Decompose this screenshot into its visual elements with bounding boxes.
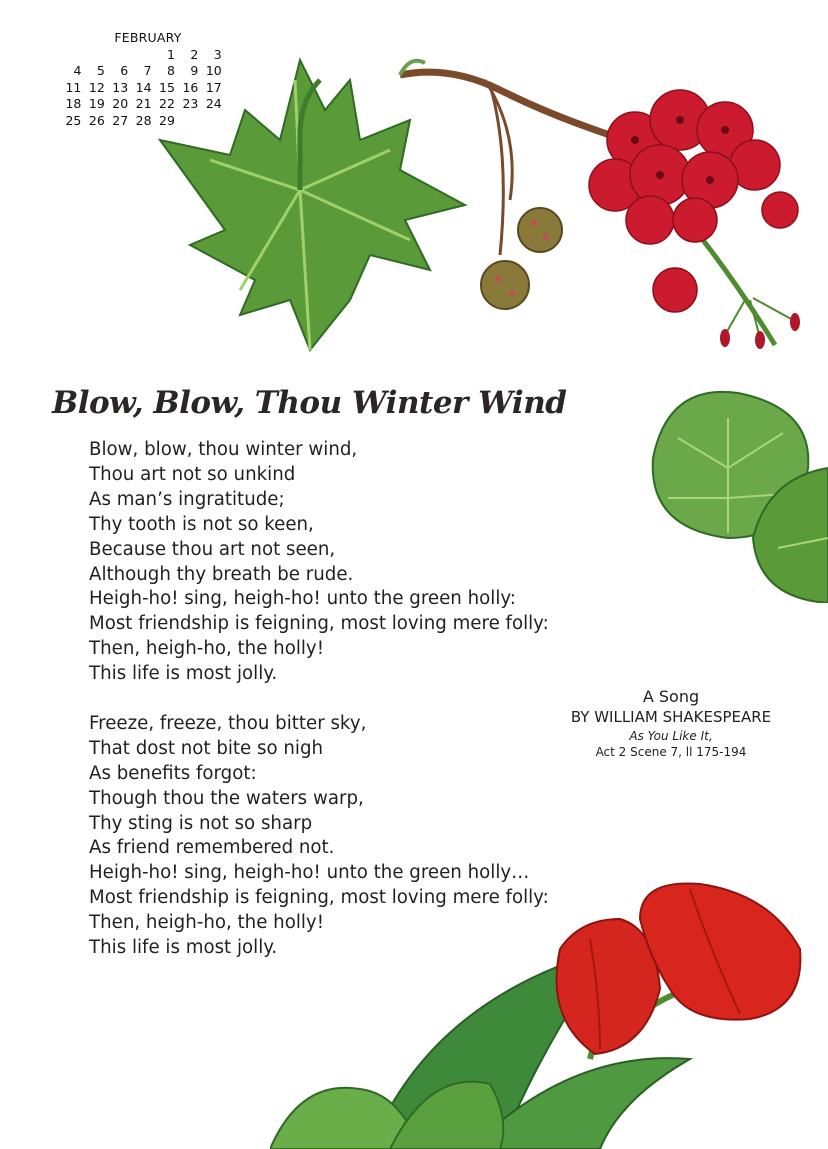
calendar-day: 26 <box>88 112 105 128</box>
poem-line: Most friendship is feigning, most loving mere folly: <box>89 887 549 909</box>
calendar-day: 16 <box>182 79 199 95</box>
calendar-day: 3 <box>213 46 222 62</box>
poem-line: Thy sting is not so sharp <box>89 812 313 834</box>
calendar-day: 29 <box>159 112 175 128</box>
calendar-day: 28 <box>135 112 152 128</box>
poem-line: Then, heigh-ho, the holly! <box>89 912 324 934</box>
calendar-day: 5 <box>96 63 105 78</box>
calendar-day: 4 <box>73 63 82 78</box>
poem-line: Although thy breath be rude. <box>89 563 354 585</box>
calendar-day: 19 <box>88 96 105 111</box>
calendar-day <box>128 47 151 64</box>
poem-line: Freeze, freeze, thou bitter sky, <box>89 712 367 734</box>
calendar-day: 11 <box>65 79 82 95</box>
calendar-day: 2 <box>190 46 199 62</box>
calendar-day: 17 <box>205 79 222 95</box>
poem-line: Then, heigh-ho, the holly! <box>89 638 324 660</box>
calendar-day <box>105 47 128 64</box>
poem-line: Because thou art not seen, <box>89 538 336 560</box>
poem-line: As man’s ingratitude; <box>89 488 285 510</box>
attribution-act: Act 2 Scene 7, ll 175-194 <box>595 745 747 759</box>
calendar-day: 6 <box>120 63 129 78</box>
poem-stanza <box>89 712 549 961</box>
poem-body <box>89 438 549 986</box>
poem-line: As friend remembered not. <box>89 837 335 859</box>
calendar-day: 7 <box>143 63 152 78</box>
poem-stanza <box>89 438 549 687</box>
poem-line: This life is most jolly. <box>89 663 278 685</box>
attribution-song: A Song <box>642 687 700 706</box>
poem-title: Blow, Blow, Thou Winter Wind <box>52 385 567 421</box>
calendar-day <box>81 47 104 64</box>
poem-line: This life is most jolly. <box>89 937 278 959</box>
calendar-day: 14 <box>135 79 152 95</box>
attribution-author: BY WILLIAM SHAKESPEARE <box>570 708 772 726</box>
poem-line: Thy tooth is not so keen, <box>89 513 314 535</box>
poem-line: Heigh-ho! sing, heigh-ho! unto the green holly: <box>89 588 516 610</box>
poem-line: Blow, blow, thou winter wind, <box>89 439 358 460</box>
calendar-day: 10 <box>205 63 222 78</box>
calendar-day: 9 <box>190 63 199 78</box>
poem-line: That dost not bite so nigh <box>89 737 324 759</box>
red-geranium-illustration <box>575 70 815 350</box>
calendar-day: 23 <box>182 96 199 111</box>
calendar-day <box>58 47 81 64</box>
poem-line: Though thou the waters warp, <box>89 787 364 809</box>
poem-line: Thou art not so unkind <box>89 463 296 485</box>
calendar-day: 22 <box>159 96 175 111</box>
poem-line: As benefits forgot: <box>89 762 257 784</box>
poem-line: Most friendship is feigning, most loving mere folly: <box>89 613 549 635</box>
calendar-day: 27 <box>112 112 129 128</box>
poem-line: Heigh-ho! sing, heigh-ho! unto the green holly… <box>89 862 530 884</box>
calendar-day: 15 <box>159 79 175 95</box>
calendar-day: 12 <box>88 79 105 95</box>
calendar-day: 21 <box>135 96 152 111</box>
calendar-day: 8 <box>167 63 175 78</box>
calendar-day: 18 <box>65 96 82 111</box>
calendar-day: 20 <box>112 96 129 111</box>
calendar-day: 13 <box>112 79 129 95</box>
calendar-month: FEBRUARY <box>114 30 182 45</box>
calendar-day: 24 <box>205 96 222 111</box>
calendar-day: 1 <box>167 46 175 62</box>
attribution-play: As You Like It, <box>629 729 713 743</box>
round-leaves-illustration <box>648 378 828 603</box>
attribution <box>516 686 826 760</box>
calendar-day: 25 <box>65 112 82 128</box>
